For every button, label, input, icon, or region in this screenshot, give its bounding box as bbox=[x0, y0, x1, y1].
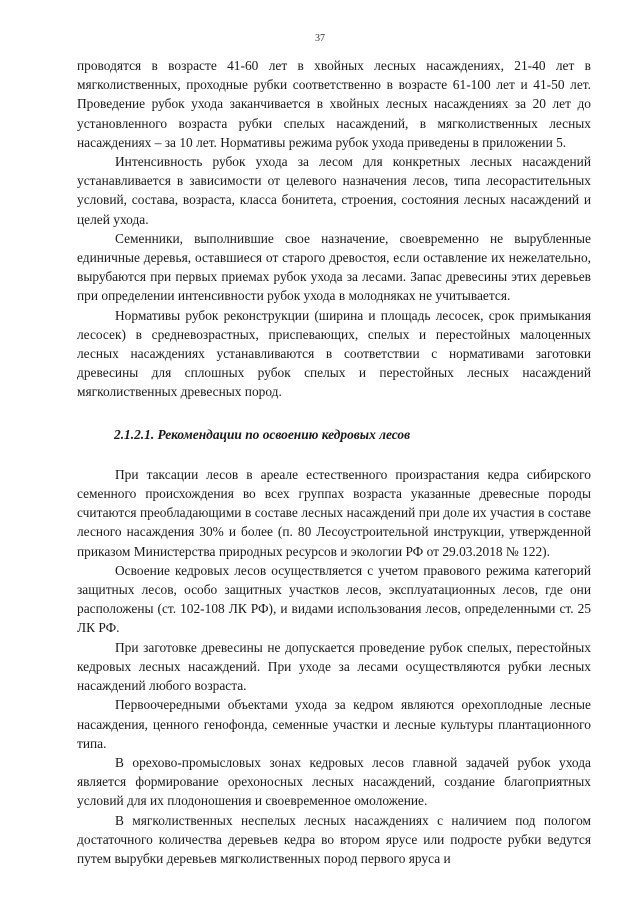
paragraph: Освоение кедровых лесов осуществляется с учетом правового режима категорий защитных лесов, особо защитных участков лесов, эксплуатационных лесов, где они расположены (ст. 102-108 ЛК РФ), и видами использования лесов, определенными ст. 25 ЛК РФ. bbox=[77, 562, 591, 636]
paragraph: В мягколиственных неспелых лесных насаждениях с наличием под пологом достаточного количества деревьев кедра во втором ярусе или подросте рубки ведутся путем вырубки деревьев мягколиственных пород первого яруса и bbox=[77, 812, 591, 866]
paragraph: Семенники, выполнившие свое назначение, своевременно не вырубленные единичные деревья, оставшиеся от старого древостоя, если оставление их нежелательно, вырубаются при первых приемах рубок ухода за лесами. Запас древесины этих деревьев при определении интенсивности рубок ухода в молодняках не учитывается. bbox=[77, 230, 591, 304]
paragraph: При таксации лесов в ареале естественного произрастания кедра сибирского семенного происхождения во всех группах возраста указанные древесные породы считаются преобладающими в составе лесных насаждений при доле их участия в составе лесного насаждения 30% и более (п. 80 Лесоустроительной инструкции, утвержденной приказом Министерства природных ресурсов и экологии РФ от 29.03.2018 № 122). bbox=[77, 466, 591, 559]
page-body bbox=[77, 56, 591, 868]
paragraph: Интенсивность рубок ухода за лесом для конкретных лесных насаждений устанавливается в зависимости от целевого назначения лесов, типа лесорастительных условий, состава, возраста, класса бонитета, строения, состояния лесных насаждений и целей ухода. bbox=[77, 154, 591, 227]
paragraph: Нормативы рубок реконструкции (ширина и площадь лесосек, срок примыкания лесосек) в средневозрастных, приспевающих, спелых и перестойных малоценных лесных насаждениях устанавливаются в соответствии с нормативами заготовки древесины для сплошных рубок спелых и перестойных лесных насаждений мягколиственных древесных пород. bbox=[77, 307, 591, 400]
page-number: 37 bbox=[315, 33, 325, 44]
paragraph: Первоочередными объектами ухода за кедром являются орехоплодные лесные насаждения, ценного генофонда, семенные участки и лесные культуры плантационного типа. bbox=[77, 697, 591, 751]
section-heading: 2.1.2.1. Рекомендации по освоению кедровых лесов bbox=[114, 426, 411, 442]
paragraph: проводятся в возрасте 41-60 лет в хвойных лесных насаждениях, 21-40 лет в мягколиственных, проходные рубки соответственно в возрасте 61-100 лет и 41-50 лет. Проведение рубок ухода заканчивается в хвойных лесных насаждениях за 20 лет до установленного возраста рубки спелых насаждений, в мягколиственных лесных насаждениях – за 10 лет. Нормативы режима рубок ухода приведены в приложении 5. bbox=[77, 58, 591, 150]
paragraph: При заготовке древесины не допускается проведение рубок спелых, перестойных кедровых лесных насаждений. При уходе за лесами осуществляются рубки лесных насаждений любого возраста. bbox=[77, 639, 591, 694]
paragraph: В орехово-промысловых зонах кедровых лесов главной задачей рубок ухода является формирование орехоносных лесных насаждений, создание благоприятных условий для их плодоношения и своевременное омоложение. bbox=[77, 754, 591, 809]
